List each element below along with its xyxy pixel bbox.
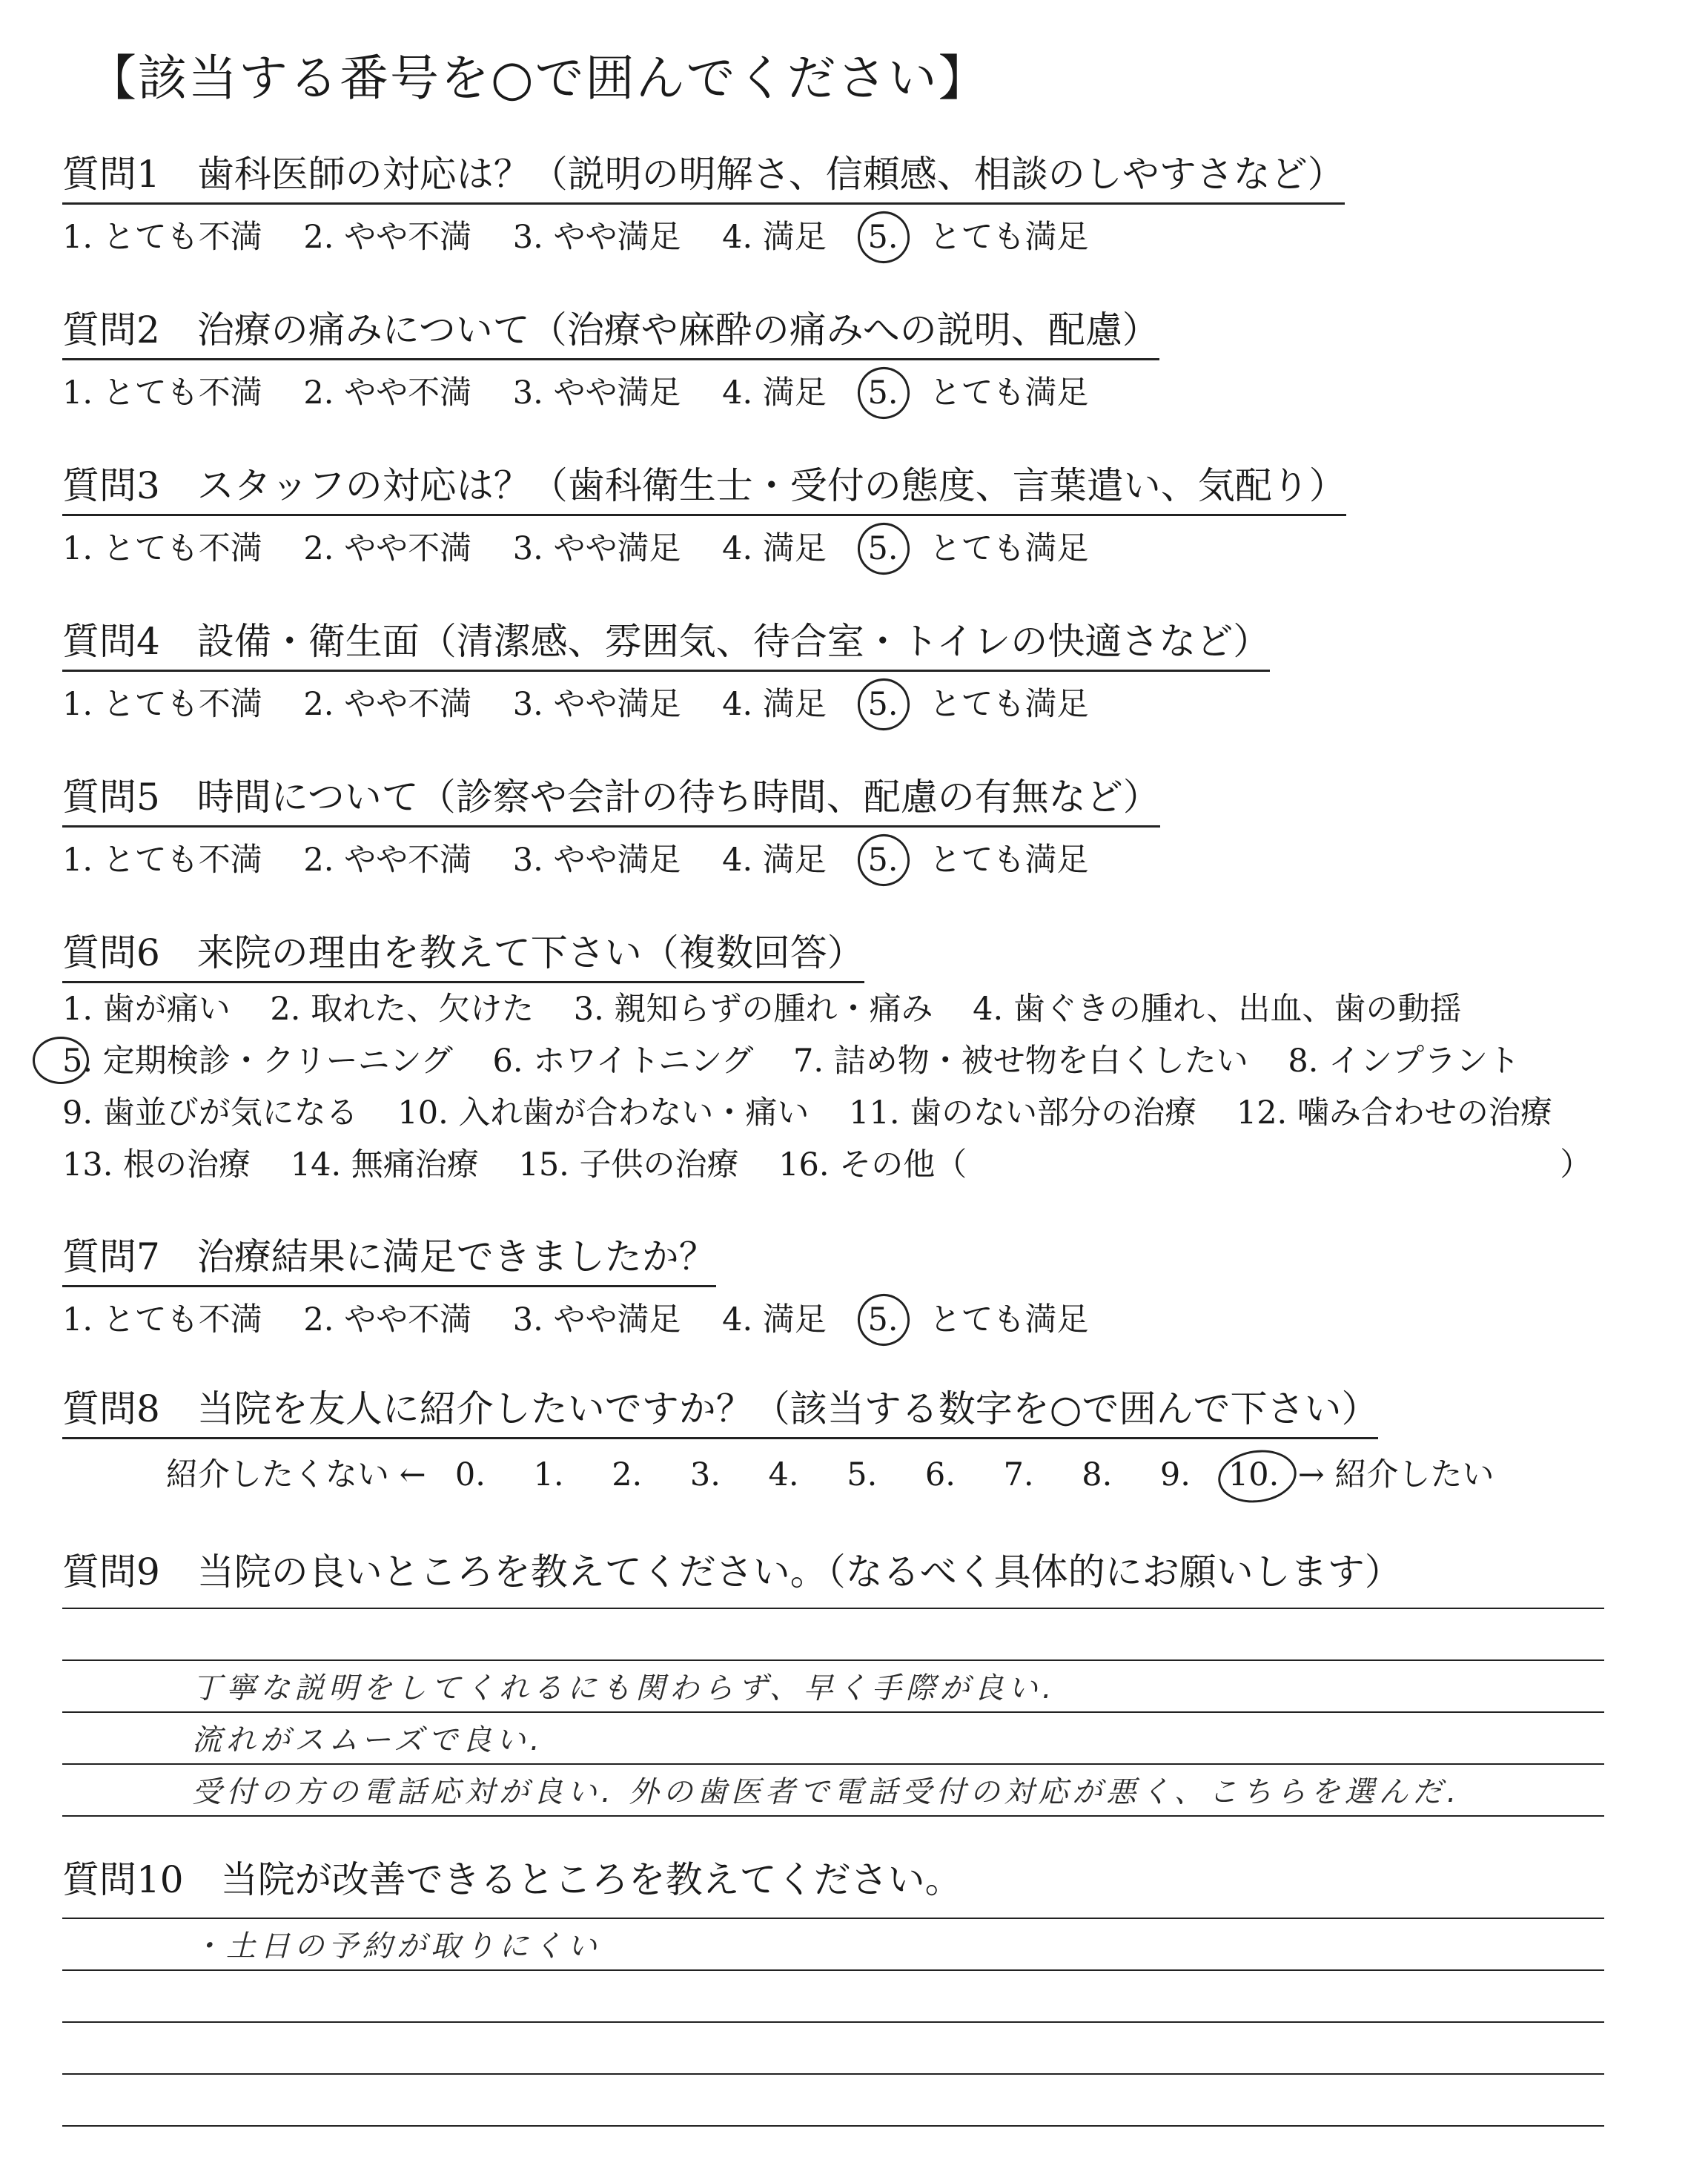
question-4-options (62, 679, 1270, 724)
question-8-label: 質問8 当院を友人に紹介したいですか？（該当する数字を○で囲んで下さい） (62, 1379, 1378, 1439)
reason-13[interactable]: 13. 根の治療 (62, 1146, 251, 1183)
options-row-2 (62, 1035, 1621, 1087)
question-9-answer-area[interactable] (62, 1557, 1604, 1817)
reason-10[interactable]: 10. 入れ歯が合わない・痛い (397, 1094, 810, 1132)
handwritten-answer-3: 受付の方の電話応対が良い. 外の歯医者で電話受付の対応が悪く、こちらを選んだ. (192, 1775, 1461, 1809)
reason-15[interactable]: 15. 子供の治療 (518, 1146, 739, 1183)
option-5-circled[interactable]: 5. (867, 374, 898, 412)
question-6-label: 質問6 来院の理由を教えて下さい（複数回答） (62, 923, 864, 983)
score-8[interactable]: 8. (1082, 1456, 1113, 1493)
option-5-circled[interactable]: 5. (867, 686, 898, 723)
option-1[interactable]: 1. とても不満 (62, 842, 262, 879)
option-5-label: とても満足 (929, 1301, 1089, 1338)
other-close-paren: ） (1560, 1146, 1592, 1183)
score-6[interactable]: 6. (924, 1456, 956, 1493)
question-7 (62, 1227, 1120, 1340)
reason-3[interactable]: 3. 親知らずの腫れ・痛み (573, 991, 933, 1028)
option-5-label: とても満足 (929, 686, 1089, 723)
question-8 (62, 1379, 1494, 1495)
question-3-options (62, 524, 1346, 569)
option-1[interactable]: 1. とても不満 (62, 1301, 262, 1338)
question-7-options (62, 1295, 1120, 1340)
question-3-label: 質問3 スタッフの対応は？（歯科衛生士・受付の態度、言葉遣い、気配り） (62, 456, 1346, 516)
question-10-label: 質問10 当院が改善できるところを教えてください。 (62, 1858, 962, 1901)
answer-line (62, 2075, 1604, 2127)
reason-7[interactable]: 7. 詰め物・被せ物を白くしたい (793, 1043, 1248, 1080)
options-row-4 (62, 1139, 1621, 1191)
answer-line (62, 1661, 1604, 1713)
answer-line (62, 1867, 1604, 1919)
other-open-paren: 16. その他（ (778, 1146, 967, 1183)
option-3[interactable]: 3. やや満足 (512, 1301, 681, 1338)
option-4[interactable]: 4. 満足 (722, 219, 827, 256)
option-2[interactable]: 2. やや不満 (303, 842, 472, 879)
score-2[interactable]: 2. (612, 1456, 643, 1493)
options-row-3 (62, 1087, 1621, 1139)
option-1[interactable]: 1. とても不満 (62, 374, 262, 412)
option-4[interactable]: 4. 満足 (722, 530, 827, 567)
answer-line (62, 1919, 1604, 1971)
reason-8[interactable]: 8. インプラント (1288, 1043, 1520, 1080)
option-5-circled[interactable]: 5. (867, 842, 898, 879)
answer-line (62, 1765, 1604, 1817)
question-1-options (62, 212, 1345, 257)
reason-16-other[interactable] (778, 1139, 1592, 1191)
option-2[interactable]: 2. やや不満 (303, 686, 472, 723)
reason-14[interactable]: 14. 無痛治療 (290, 1146, 479, 1183)
answer-line (62, 1609, 1604, 1661)
answer-line (62, 2023, 1604, 2075)
question-6-options (62, 983, 1621, 1191)
option-4[interactable]: 4. 満足 (722, 686, 827, 723)
question-1 (62, 145, 1345, 257)
handwritten-answer-1: 丁寧な説明をしてくれるにも関わらず、早く手際が良い. (192, 1671, 1056, 1705)
option-5-circled[interactable]: 5. (867, 219, 898, 256)
question-10-answer-area[interactable] (62, 1867, 1604, 2127)
score-0[interactable]: 0. (454, 1456, 486, 1493)
option-5-label: とても満足 (929, 842, 1089, 879)
option-5-label: とても満足 (929, 219, 1089, 256)
reason-9[interactable]: 9. 歯並びが気になる (62, 1094, 358, 1132)
scale-right-label: → 紹介したい (1297, 1456, 1494, 1493)
option-1[interactable]: 1. とても不満 (62, 686, 262, 723)
question-2-label: 質問2 治療の痛みについて（治療や麻酔の痛みへの説明、配慮） (62, 300, 1159, 360)
scale-left-label: 紹介したくない ← (166, 1456, 426, 1493)
score-9[interactable]: 9. (1159, 1456, 1191, 1493)
recommend-scale (62, 1450, 1494, 1495)
reason-2[interactable]: 2. 取れた、欠けた (270, 991, 534, 1028)
question-9-label: 質問9 当院の良いところを教えてください。（なるべく具体的にお願いします） (62, 1550, 1402, 1593)
option-1[interactable]: 1. とても不満 (62, 530, 262, 567)
question-4-label: 質問4 設備・衛生面（清潔感、雰囲気、待合室・トイレの快適さなど） (62, 612, 1270, 672)
answer-line (62, 1557, 1604, 1609)
score-5[interactable]: 5. (847, 1456, 878, 1493)
reason-12[interactable]: 12. 噛み合わせの治療 (1236, 1094, 1552, 1132)
answer-line (62, 1971, 1604, 2023)
option-4[interactable]: 4. 満足 (722, 1301, 827, 1338)
question-3 (62, 456, 1346, 569)
score-1[interactable]: 1. (533, 1456, 564, 1493)
question-6 (62, 923, 1621, 1191)
question-5-label: 質問5 時間について（診察や会計の待ち時間、配慮の有無など） (62, 767, 1160, 828)
question-7-label: 質問7 治療結果に満足できましたか？ (62, 1227, 716, 1287)
score-4[interactable]: 4. (768, 1456, 799, 1493)
reason-11[interactable]: 11. 歯のない部分の治療 (849, 1094, 1197, 1132)
page-title: 【該当する番号を○で囲んでください】 (87, 50, 989, 107)
score-3[interactable]: 3. (689, 1456, 721, 1493)
options-row-1 (62, 983, 1621, 1035)
option-5-circled[interactable]: 5. (867, 530, 898, 567)
handwritten-answer-2: 流れがスムーズで良い. (192, 1723, 544, 1757)
reason-6[interactable]: 6. ホワイトニング (492, 1043, 754, 1080)
reason-4[interactable]: 4. 歯ぐきの腫れ、出血、歯の動揺 (973, 991, 1462, 1028)
option-4[interactable]: 4. 満足 (722, 842, 827, 879)
question-5 (62, 767, 1160, 880)
option-4[interactable]: 4. 満足 (722, 374, 827, 412)
option-3[interactable]: 3. やや満足 (512, 842, 681, 879)
question-2 (62, 300, 1159, 413)
score-10-circled[interactable]: 10. (1219, 1456, 1288, 1493)
question-5-options (62, 835, 1160, 880)
reason-5-circled[interactable]: 5. 定期検診・クリーニング (62, 1035, 453, 1087)
option-3[interactable]: 3. やや満足 (512, 219, 681, 256)
reason-1[interactable]: 1. 歯が痛い (62, 991, 231, 1028)
option-2[interactable]: 2. やや不満 (303, 374, 472, 412)
option-3[interactable]: 3. やや満足 (512, 530, 681, 567)
handwritten-answer-1: ・土日の予約が取りにくい (192, 1929, 601, 1964)
option-3[interactable]: 3. やや満足 (512, 374, 681, 412)
score-7[interactable]: 7. (1003, 1456, 1034, 1493)
option-5-label: とても満足 (929, 374, 1089, 412)
answer-line (62, 1713, 1604, 1765)
option-2[interactable]: 2. やや不満 (303, 219, 472, 256)
option-5-circled[interactable]: 5. (867, 1301, 898, 1338)
option-2[interactable]: 2. やや不満 (303, 1301, 472, 1338)
question-4 (62, 612, 1270, 724)
option-2[interactable]: 2. やや不満 (303, 530, 472, 567)
option-5-label: とても満足 (929, 530, 1089, 567)
question-2-options (62, 368, 1159, 413)
option-1[interactable]: 1. とても不満 (62, 219, 262, 256)
question-1-label: 質問1 歯科医師の対応は？（説明の明解さ、信頼感、相談のしやすさなど） (62, 145, 1345, 205)
option-3[interactable]: 3. やや満足 (512, 686, 681, 723)
